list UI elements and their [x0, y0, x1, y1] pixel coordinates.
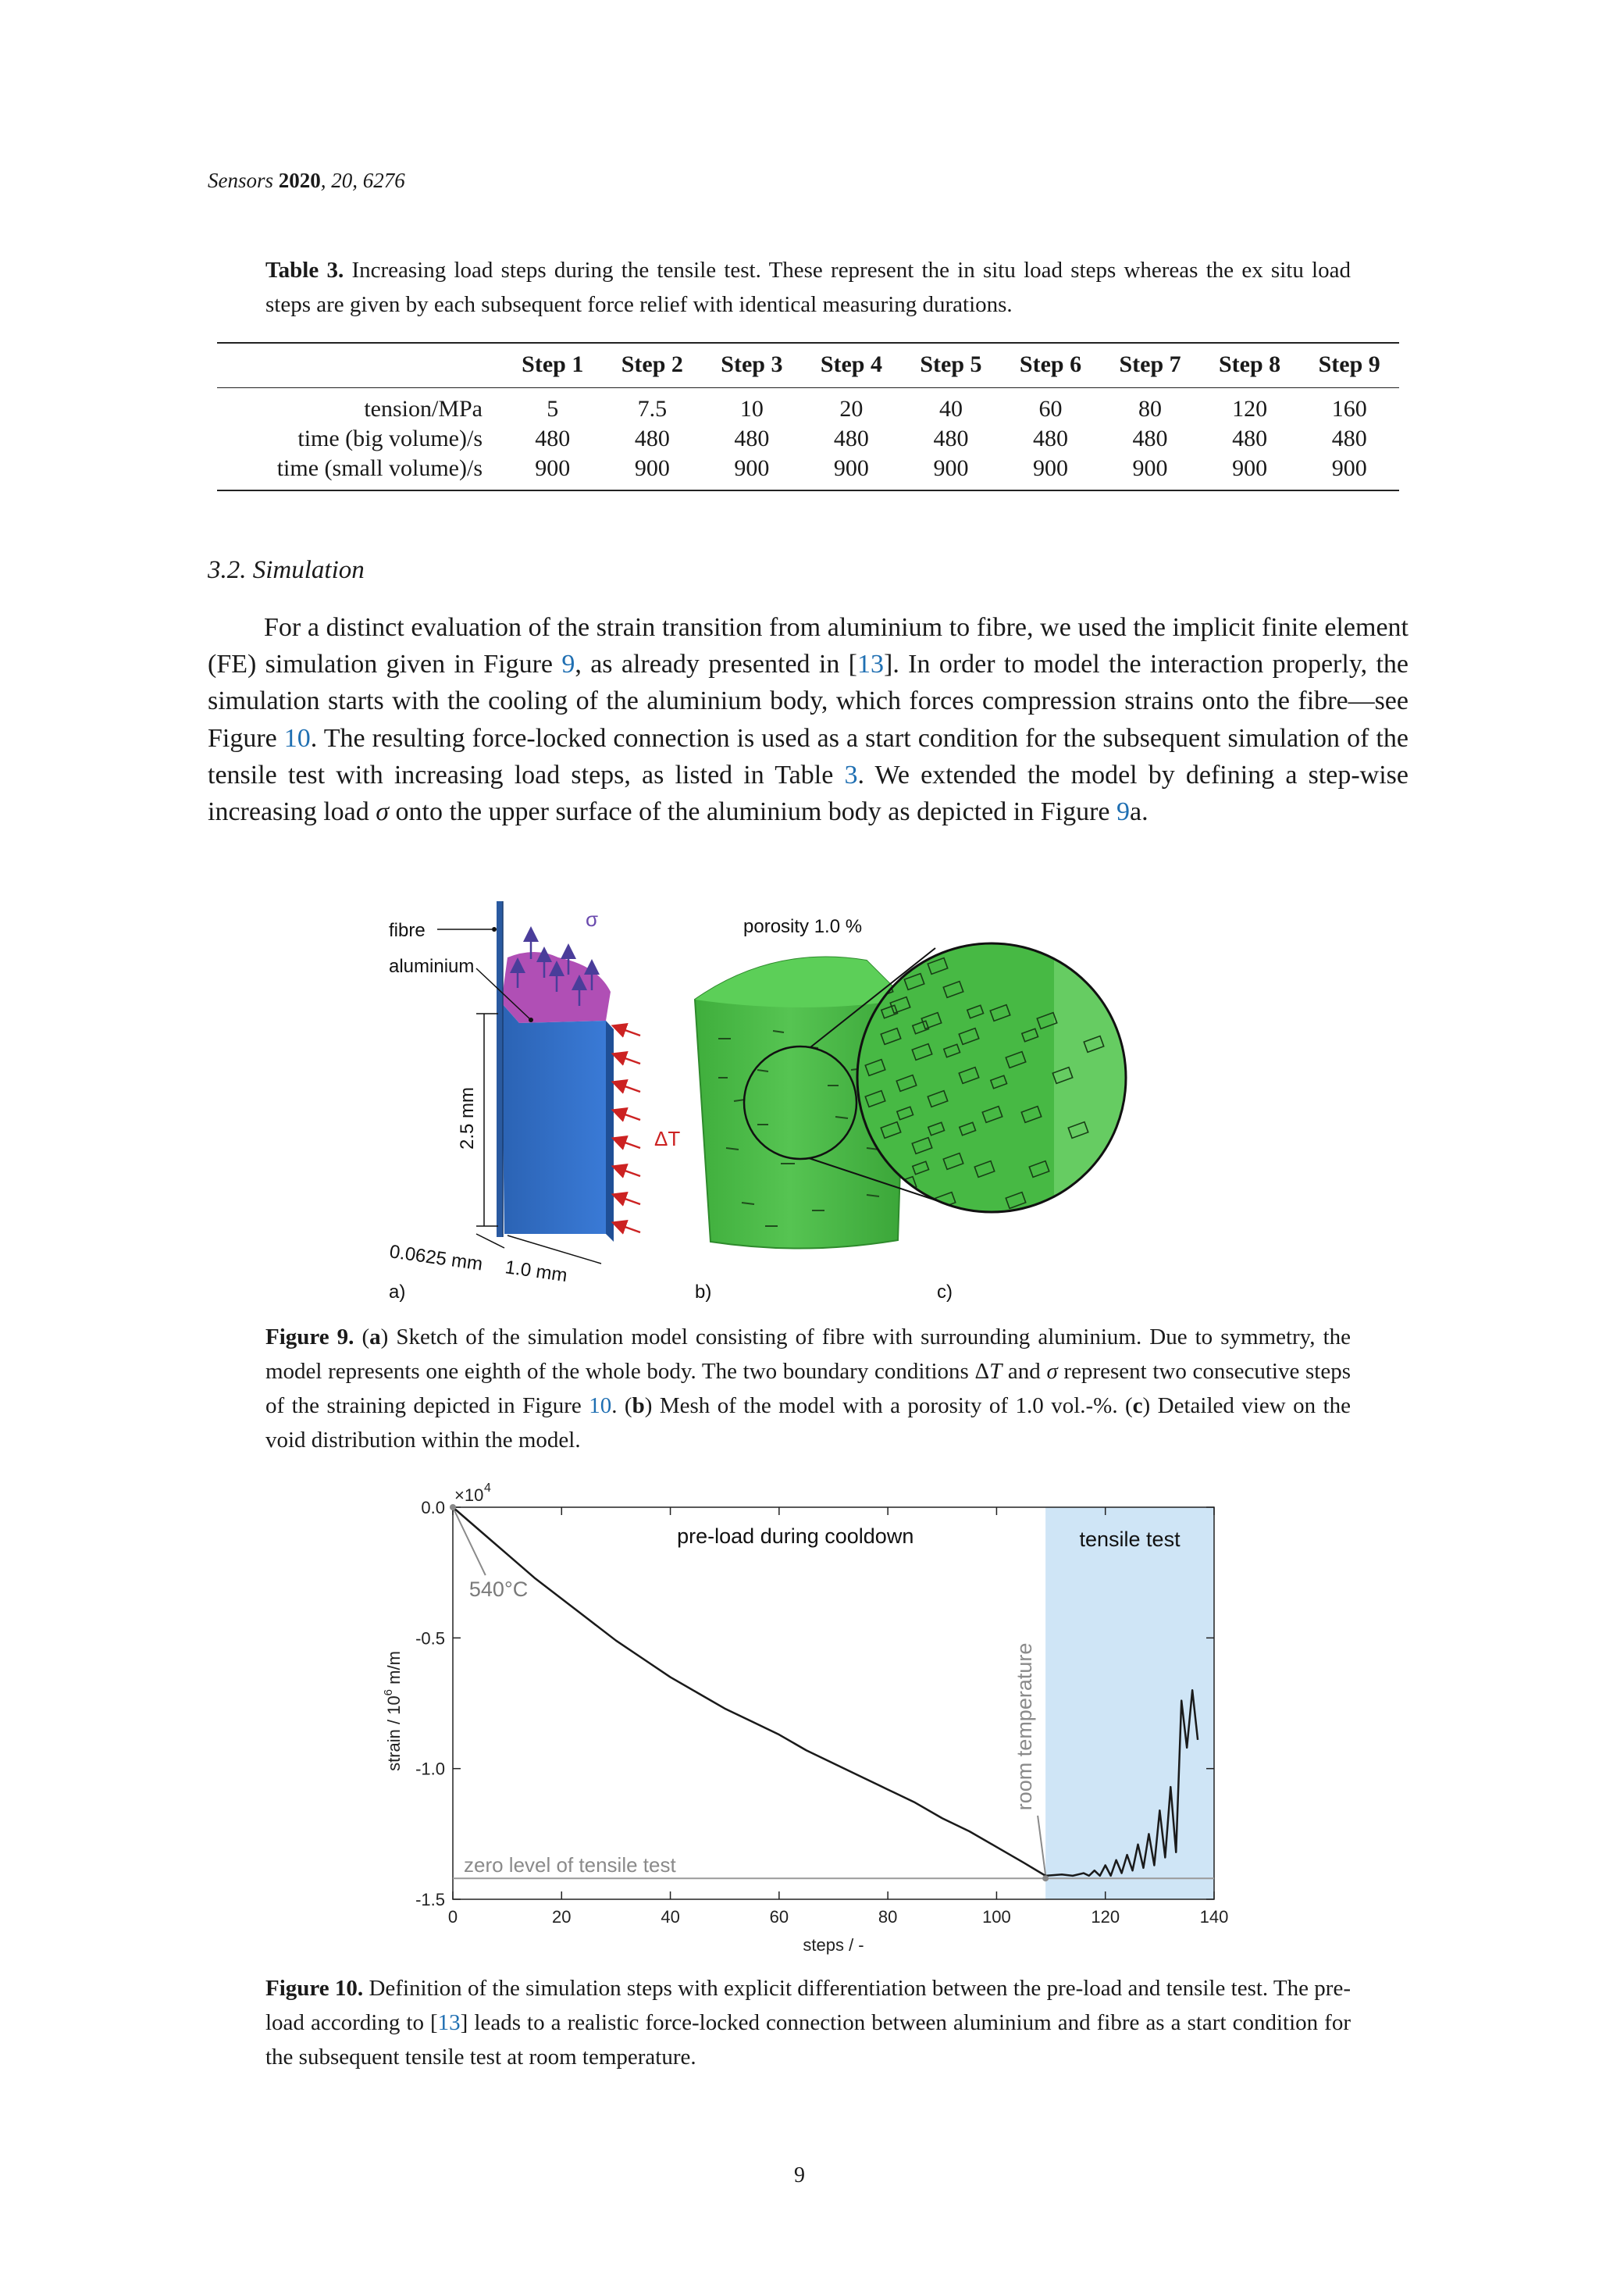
table-cell: 900	[1132, 455, 1168, 481]
y-tick-label: -0.5	[415, 1628, 445, 1649]
table-cell: 900	[933, 455, 969, 481]
table-caption-text: Increasing load steps during the tensile test. These represent the in situ load steps whereas the ex situ load steps are given by each subsequent force relief with identical measuring durations.	[265, 258, 1351, 317]
table-cell: 900	[833, 455, 869, 481]
reference-link[interactable]: 13	[857, 650, 884, 679]
table-header-cell: Step 9	[1318, 351, 1380, 377]
sigma-label: σ	[586, 907, 599, 931]
paragraph-text: . The resulting force-locked connection is used as a start condition for the subsequent simulation of the tensile test with increasing load steps, as listed in Table	[208, 723, 1408, 790]
table-cell: 900	[1232, 455, 1268, 481]
caption-text: ) Sketch of the simulation model consisting of fibre with surrounding aluminium. Due to symmetry, the model represents one eighth of the whole body. The two boundary conditions Δ	[265, 1324, 1351, 1384]
y-multiplier-exponent: 4	[484, 1481, 491, 1495]
table-cell: 900	[734, 455, 770, 481]
caption-text: . (	[611, 1393, 632, 1418]
caption-text: represent two consecutive steps of the straining depicted in Figure	[265, 1359, 1351, 1418]
table-cell: 480	[1331, 426, 1367, 451]
table-cell: 160	[1331, 396, 1367, 422]
table-row	[217, 388, 1399, 425]
porosity-label: porosity 1.0 %	[743, 916, 863, 937]
width-label: 1.0 mm	[504, 1257, 569, 1287]
panel-a-model-sketch	[388, 901, 680, 1303]
table-cell: 900	[634, 455, 670, 481]
x-tick-label: 140	[1199, 1907, 1229, 1927]
delta-t-label: ΔT	[654, 1127, 681, 1150]
y-tick-label: 0.0	[421, 1498, 445, 1517]
paragraph-text: ]. In order to model the interaction properly, the simulation starts with the cooling of the aluminium body, which forces compression strains onto the fibre—see Figure	[208, 650, 1408, 753]
zero-level-label: zero level of tensile test	[464, 1853, 676, 1877]
room-temp-label: room temperature	[1013, 1642, 1037, 1811]
table-cell: 900	[1033, 455, 1068, 481]
figure-9-caption-label: Figure 9.	[265, 1324, 354, 1349]
y-tick-label: -1.0	[415, 1759, 445, 1779]
y-axis-label	[382, 1651, 404, 1771]
fibre	[497, 901, 503, 1237]
journal-name: Sensors	[208, 169, 274, 192]
start-temp-label: 540°C	[468, 1577, 529, 1601]
panel-a-label: a)	[389, 1282, 406, 1303]
y-multiplier: ×10	[454, 1485, 484, 1505]
y-tick-label: -1.5	[415, 1890, 445, 1909]
table-cell: 480	[1033, 426, 1068, 451]
table-caption-label: Table 3.	[265, 258, 344, 283]
y-axis-label-exponent: 6	[382, 1688, 395, 1696]
table-cell: 7.5	[637, 396, 668, 422]
caption-text: Definition of the simulation steps with explicit differentiation between the pre-load and tensile test. The pre-load according to [	[265, 1976, 1351, 2035]
figure-link[interactable]: 9	[1116, 797, 1130, 827]
paragraph-text: , as already presented in [	[575, 650, 857, 679]
panel-c-label: c)	[937, 1282, 953, 1303]
paragraph-text: a.	[1129, 797, 1149, 827]
table-header-cell: Step 7	[1119, 351, 1181, 377]
x-tick-label: 40	[661, 1907, 680, 1927]
paragraph-text: . We extended the model by defining a step-wise increasing load	[208, 760, 1408, 827]
running-head: Sensors 2020, 20, 6276	[208, 169, 405, 192]
load-steps-table	[217, 342, 1399, 491]
figure-9	[367, 890, 1257, 1312]
x-tick-label: 60	[769, 1907, 789, 1927]
table-cell: 10	[739, 396, 764, 422]
x-tick-label: 120	[1091, 1907, 1120, 1927]
table-row	[217, 454, 1399, 490]
table-header-empty	[217, 343, 503, 388]
caption-text: and	[1002, 1359, 1047, 1384]
zero-level-marker	[1042, 1875, 1049, 1881]
figure-10-strain-chart	[375, 1468, 1265, 1968]
table-header-cell: Step 1	[522, 351, 584, 377]
aluminium-label: aluminium	[389, 956, 475, 977]
x-axis-label: steps / -	[803, 1935, 864, 1955]
start-point-marker	[450, 1504, 456, 1510]
x-tick-label: 20	[552, 1907, 572, 1927]
journal-year: 2020	[278, 169, 321, 192]
table-header-cell: Step 2	[621, 351, 683, 377]
height-label: 2.5 mm	[457, 1086, 478, 1150]
table-cell: 480	[1132, 426, 1168, 451]
table-header-cell: Step 4	[820, 351, 882, 377]
aluminium-body	[501, 1003, 606, 1234]
caption-text: (	[361, 1324, 370, 1349]
figure-link[interactable]: 9	[561, 650, 575, 679]
body-paragraph	[208, 609, 1408, 830]
y-axis-label-base: strain / 10	[384, 1695, 404, 1771]
section-title: 3.2. Simulation	[208, 556, 365, 584]
table-cell: 120	[1232, 396, 1268, 422]
x-tick-label: 100	[982, 1907, 1011, 1927]
paragraph-text: onto the upper surface of the aluminium body as depicted in Figure	[389, 797, 1116, 827]
chart-region	[453, 1507, 1045, 1899]
figure-10-caption-label: Figure 10.	[265, 1976, 364, 2001]
caption-panel-ref: a	[369, 1324, 381, 1349]
table-cell: 60	[1038, 396, 1063, 422]
x-tick-label: 0	[447, 1907, 458, 1927]
table-cell: 20	[839, 396, 864, 422]
page-number: 9	[794, 2163, 805, 2187]
journal-volume: 20	[331, 169, 353, 192]
region-label-tensile: tensile test	[1079, 1528, 1181, 1551]
panel-c-void-detail	[851, 937, 1132, 1303]
table-cell: 480	[833, 426, 869, 451]
y-axis-label-unit: m/m	[384, 1651, 404, 1689]
caption-symbol: σ	[1046, 1359, 1058, 1384]
table-row-label: time (big volume)/s	[297, 426, 483, 451]
table-cell: 40	[938, 396, 963, 422]
table-row	[217, 424, 1399, 454]
table-cell: 5	[547, 396, 559, 422]
panel-b-label: b)	[695, 1282, 712, 1303]
table-cell: 480	[1232, 426, 1268, 451]
table-cell: 480	[933, 426, 969, 451]
reference-link[interactable]: 13	[437, 2010, 461, 2035]
figure-link[interactable]: 10	[589, 1393, 612, 1418]
table-caption	[265, 253, 1351, 322]
table-cell: 900	[1331, 455, 1367, 481]
fibre-label: fibre	[389, 920, 426, 941]
table-header-cell: Step 3	[721, 351, 783, 377]
region-label-preload: pre-load during cooldown	[677, 1524, 914, 1548]
table-header-cell: Step 6	[1019, 351, 1082, 377]
table-link[interactable]: 3	[844, 760, 858, 790]
table-cell: 480	[734, 426, 770, 451]
figure-link[interactable]: 10	[283, 723, 311, 753]
thermal-arrows	[618, 1028, 640, 1232]
table-cell: 80	[1138, 396, 1163, 422]
table-row-label: time (small volume)/s	[276, 455, 483, 481]
table-header-row	[217, 343, 1399, 388]
article-number: 6276	[362, 169, 405, 192]
caption-text: ] leads to a realistic force-locked connection between aluminium and fibre as a start condition for the subsequent tensile test at room temperature.	[265, 2010, 1351, 2070]
fibre-radius-label: 0.0625 mm	[388, 1241, 484, 1275]
caption-text: ) Detailed view on the void distribution within the model.	[265, 1393, 1351, 1453]
x-tick-label: 80	[878, 1907, 898, 1927]
caption-panel-ref: c	[1132, 1393, 1143, 1418]
caption-symbol: T	[989, 1359, 1002, 1384]
paragraph-text: For a distinct evaluation of the strain transition from aluminium to fibre, we used the implicit finite element (FE) simulation given in Figure	[208, 613, 1408, 679]
table-row-label: tension/MPa	[364, 396, 483, 422]
chart-region	[1045, 1507, 1214, 1899]
sigma-symbol: σ	[376, 797, 390, 827]
figure-10-caption	[265, 1971, 1351, 2074]
table-cell: 480	[634, 426, 670, 451]
table-cell: 900	[535, 455, 571, 481]
caption-panel-ref: b	[632, 1393, 645, 1418]
table-cell: 480	[535, 426, 571, 451]
table-header-cell: Step 5	[920, 351, 982, 377]
table-header-cell: Step 8	[1219, 351, 1281, 377]
figure-9-caption	[265, 1320, 1351, 1457]
caption-text: ) Mesh of the model with a porosity of 1.0 vol.-%. (	[644, 1393, 1133, 1418]
